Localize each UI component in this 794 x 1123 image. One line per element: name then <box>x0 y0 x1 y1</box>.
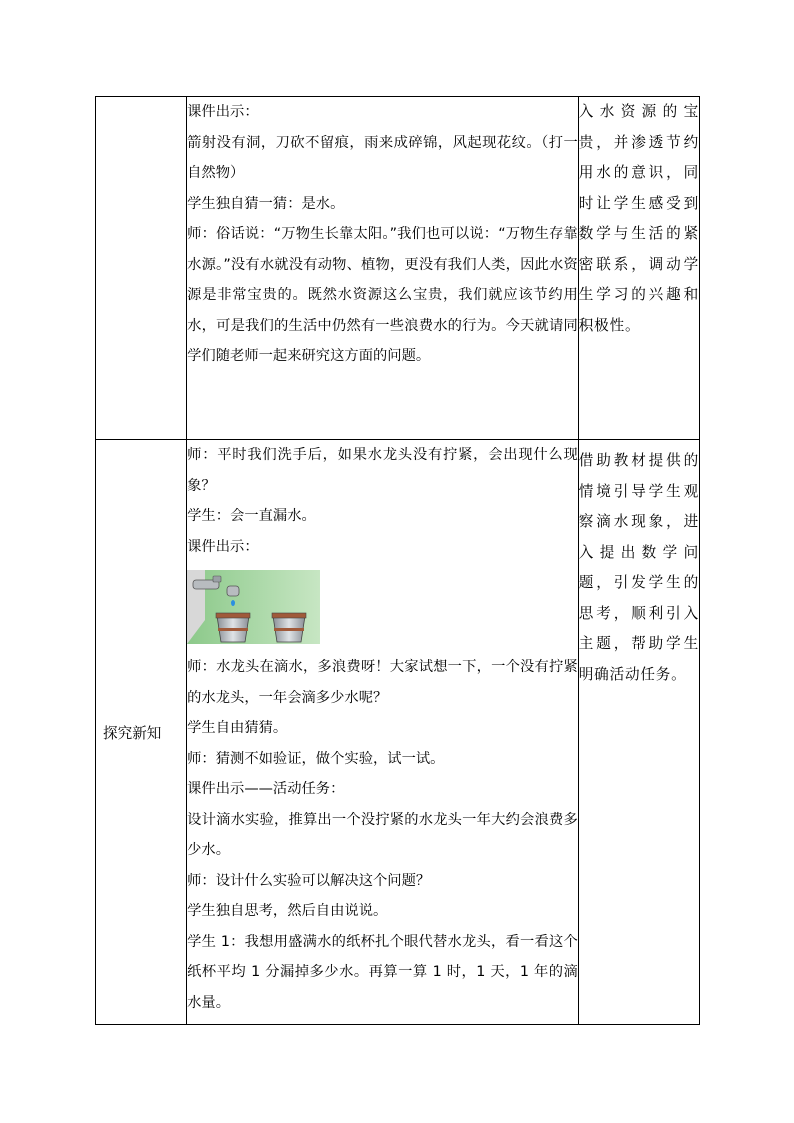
paragraph: 师：猜测不如验证，做个实验，试一试。 <box>187 750 445 767</box>
lesson-plan-table <box>95 96 700 1025</box>
paragraph: 学生：会一直漏水。 <box>187 508 316 524</box>
paragraph: 师：设计什么实验可以解决这个问题？ <box>187 872 431 889</box>
paragraph: 师：水龙头在滴水，多浪费呀！大家试想一下，一个没有拧紧的水龙头，一年会滴多少水呢？ <box>187 659 578 706</box>
paragraph: 学生自由猜猜。 <box>187 720 288 736</box>
process-cell-explore <box>187 440 579 1025</box>
paragraph: 学生 1：我想用盛满水的纸杯扎个眼代替水龙头，看一看这个纸杯平均 1 分漏掉多少水。再算一算 1 时，1 天，1 年的滴水量。 <box>187 933 578 1011</box>
table-row-explore <box>96 440 700 1025</box>
paragraph: 课件出示： <box>187 104 259 120</box>
paragraph: 课件出示——活动任务： <box>187 781 345 797</box>
paragraph: 课件出示： <box>187 538 259 555</box>
design-note-explore: 借助教材提供的情境引导学生观察滴水现象，进入提出数学问题，引发学生的思考，顺利引入主题，帮助学生明确活动任务。 <box>578 440 699 1025</box>
paragraph: 师：平时我们洗手后，如果水龙头没有拧紧，会出现什么现象？ <box>187 447 578 494</box>
stage-cell-intro <box>96 97 187 440</box>
design-note-intro: 入水资源的宝贵，并渗透节约用水的意识，同时让学生感受到数学与生活的紧密联系，调动学生学习的兴趣和积极性。 <box>578 97 699 440</box>
table-row-intro <box>96 97 700 440</box>
paragraph: 学生独自思考，然后自由说说。 <box>187 903 388 919</box>
dripping-faucet-buckets-icon <box>187 570 320 644</box>
process-cell-intro <box>187 97 579 440</box>
paragraph: 设计滴水实验，推算出一个没拧紧的水龙头一年大约会浪费多少水。 <box>187 811 578 858</box>
paragraph: 师：俗话说：“万物生长靠太阳。”我们也可以说：“万物生存靠水源。”没有水就没有动物、植物，更没有我们人类，因此水资源是非常宝贵的。既然水资源这么宝贵，我们就应该节约用水，可是我们的生活中仍然有一些浪费水的行为。今天就请同学们随老师一起来研究这方面的问题。 <box>187 226 578 364</box>
paragraph: 箭射没有洞，刀砍不留痕，雨来成碎锦，风起现花纹。（打一自然物） <box>187 134 578 181</box>
stage-cell-explore: 探究新知 <box>96 440 187 1025</box>
paragraph: 学生独自猜一猜：是水。 <box>187 195 345 212</box>
